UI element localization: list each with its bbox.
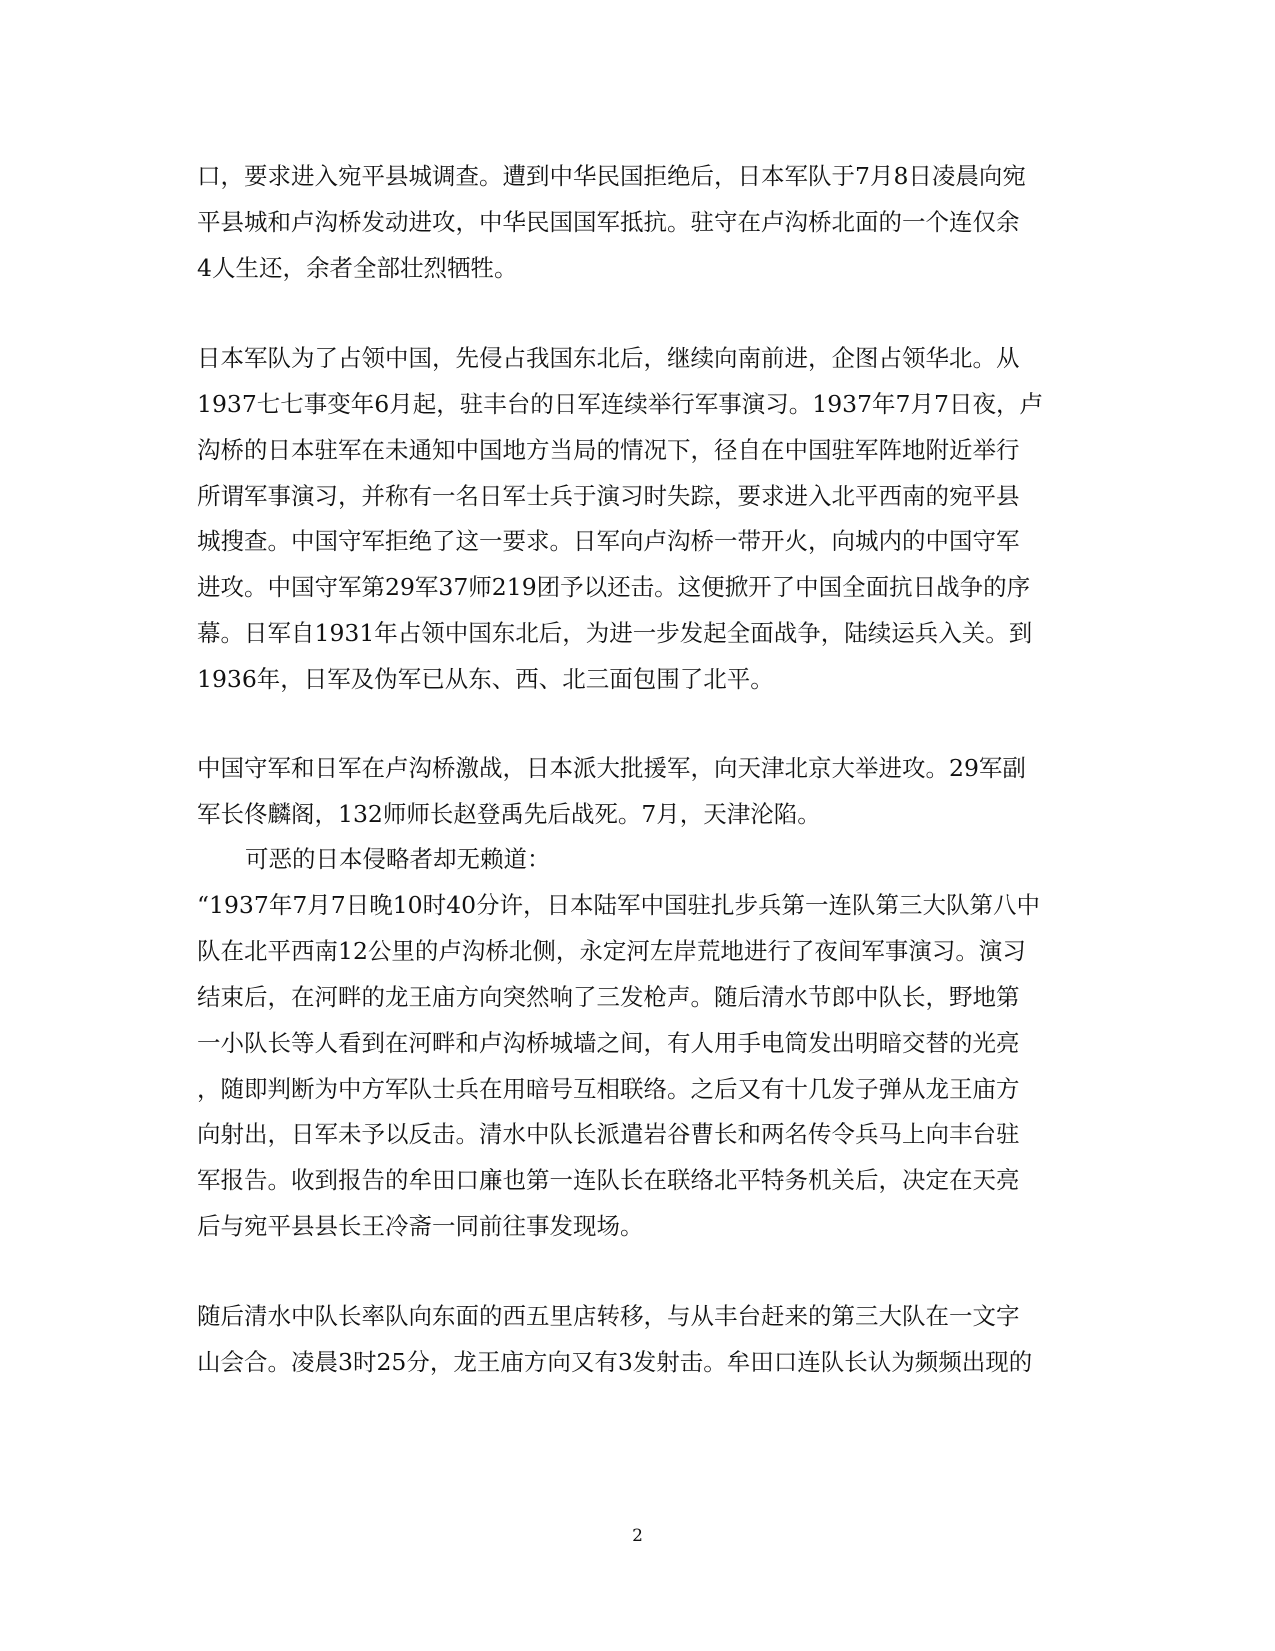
text-line: 口，要求进入宛平县城调查。遭到中华民国拒绝后，日本军队于7月8日凌晨向宛 <box>197 162 1026 190</box>
text-line: 中国守军和日军在卢沟桥激战，日本派大批援军，向天津北京大举进攻。29军副 <box>197 754 1026 782</box>
text-line: 结束后，在河畔的龙王庙方向突然响了三发枪声。随后清水节郎中队长，野地第 <box>197 983 1020 1011</box>
text-line: 幕。日军自1931年占领中国东北后，为进一步发起全面战争，陆续运兵入关。到 <box>197 619 1033 647</box>
text-line: 1937七七事变年6月起，驻丰台的日军连续举行军事演习。1937年7月7日夜，卢 <box>197 390 1043 418</box>
text-line: 城搜查。中国守军拒绝了这一要求。日军向卢沟桥一带开火，向城内的中国守军 <box>197 527 1020 555</box>
text-line: 队在北平西南12公里的卢沟桥北侧，永定河左岸荒地进行了夜间军事演习。演习 <box>197 937 1026 965</box>
text-line: ，随即判断为中方军队士兵在用暗号互相联络。之后又有十几发子弹从龙王庙方 <box>197 1075 1020 1103</box>
text-line: 1936年，日军及伪军已从东、西、北三面包围了北平。 <box>197 665 774 693</box>
text-line: “1937年7月7日晚10时40分许，日本陆军中国驻扎步兵第一连队第三大队第八中 <box>197 891 1041 919</box>
text-line: 沟桥的日本驻军在未通知中国地方当局的情况下，径自在中国驻军阵地附近举行 <box>197 436 1020 464</box>
text-line: 4人生还，余者全部壮烈牺牲。 <box>197 254 518 282</box>
text-line: 随后清水中队长率队向东面的西五里店转移，与从丰台赶来的第三大队在一文字 <box>197 1302 1020 1330</box>
text-line: 进攻。中国守军第29军37师219团予以还击。这便掀开了中国全面抗日战争的序 <box>197 573 1031 601</box>
text-line: 平县城和卢沟桥发动进攻，中华民国国军抵抗。驻守在卢沟桥北面的一个连仅余 <box>197 208 1020 236</box>
text-line: 山会合。凌晨3时25分，龙王庙方向又有3发射击。牟田口连队长认为频频出现的 <box>197 1348 1033 1376</box>
page-number: 2 <box>632 1526 643 1546</box>
text-line: 向射出，日军未予以反击。清水中队长派遣岩谷曹长和两名传令兵马上向丰台驻 <box>197 1120 1020 1148</box>
text-line: 后与宛平县县长王冷斋一同前往事发现场。 <box>197 1212 644 1240</box>
text-line: 所谓军事演习，并称有一名日军士兵于演习时失踪，要求进入北平西南的宛平县 <box>197 482 1020 510</box>
text-line: 一小队长等人看到在河畔和卢沟桥城墙之间，有人用手电筒发出明暗交替的光亮 <box>197 1029 1020 1057</box>
text-line-indented: 可恶的日本侵略者却无赖道： <box>245 845 551 873</box>
text-line: 日本军队为了占领中国，先侵占我国东北后，继续向南前进，企图占领华北。从 <box>197 344 1020 372</box>
text-line: 军长佟麟阁，132师师长赵登禹先后战死。7月，天津沦陷。 <box>197 800 821 828</box>
text-line: 军报告。收到报告的牟田口廉也第一连队长在联络北平特务机关后，决定在天亮 <box>197 1166 1020 1194</box>
